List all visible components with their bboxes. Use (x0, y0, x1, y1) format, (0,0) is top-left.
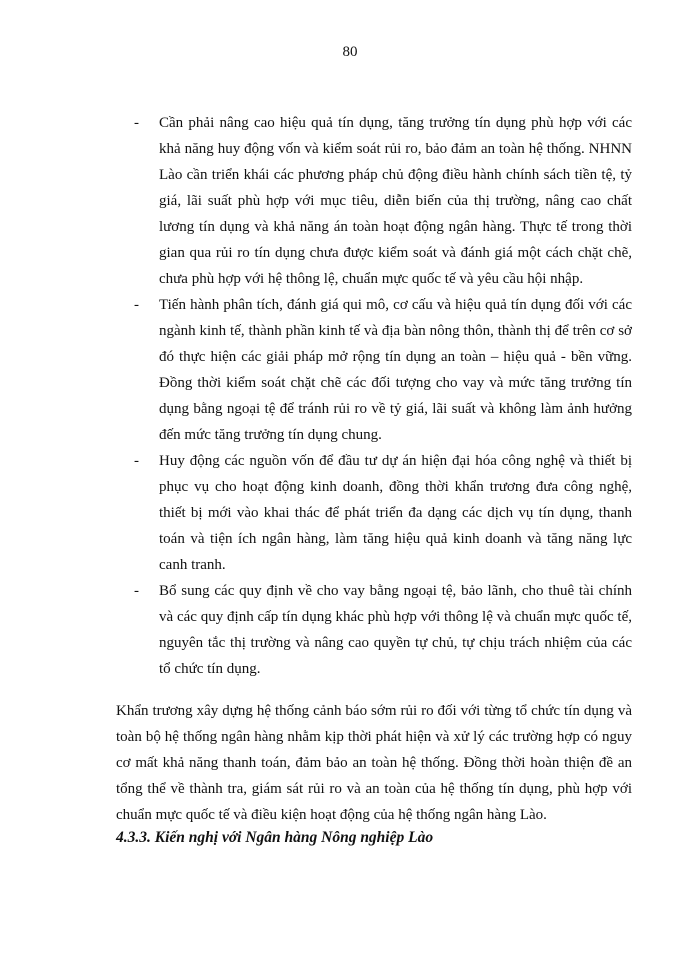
bullet-dash: - (134, 115, 139, 131)
list-item (134, 292, 632, 448)
bullet-dash: - (134, 297, 139, 313)
list-item (134, 578, 632, 682)
list-item (134, 448, 632, 578)
list-item-text: Huy động các nguồn vốn để đầu tư dự án hiện đại hóa công nghệ và thiết bị phục vụ cho hoạt động kinh doanh, đồng thời khẩn trương đưa công nghệ, thiết bị mới vào khai thác để phát triển đa dạng các dịch vụ tín dụng, thanh toán và tiện ích ngân hàng, làm tăng hiệu quả kinh doanh và tăng năng lực canh tranh. (159, 453, 632, 573)
section-heading: 4.3.3. Kiến nghị với Ngân hàng Nông nghiệp Lào (116, 829, 434, 846)
body-paragraph: Khẩn trương xây dựng hệ thống cảnh báo sớm rủi ro đối với từng tổ chức tín dụng và toàn bộ hệ thống ngân hàng nhằm kịp thời phát hiện và xử lý các trường hợp có nguy cơ mất khả năng thanh toán, đảm bảo an toàn hệ thống. Đồng thời hoàn thiện đề an tổng thể về thành tra, giám sát rủi ro và an toàn của hệ thống tín dụng, phù hợp với chuẩn mực quốc tế và điều kiện hoạt động của hệ thống ngân hàng Lào. (116, 703, 632, 823)
recommendation-list (134, 110, 632, 682)
list-item-text: Bổ sung các quy định về cho vay bằng ngoại tệ, bảo lãnh, cho thuê tài chính và các quy định cấp tín dụng khác phù hợp với thông lệ và chuẩn mực quốc tế, nguyên tắc thị trường và nâng cao quyền tự chủ, tự chịu trách nhiệm của các tổ chức tín dụng. (159, 583, 632, 677)
bullet-dash: - (134, 583, 139, 599)
list-item-text: Tiến hành phân tích, đánh giá qui mô, cơ cấu và hiệu quả tín dụng đối với các ngành kinh tế, thành phần kinh tế và địa bàn nông thôn, thành thị để trên cơ sở đó thực hiện các giải pháp mở rộng tín dụng an toàn – hiệu quả - bền vững. Đồng thời kiểm soát chặt chẽ các đối tượng cho vay và mức tăng trưởng tín dụng bằng ngoại tệ để tránh rủi ro về tỷ giá, lãi suất và không làm ảnh hưởng đến mức tăng trưởng tín dụng chung. (159, 297, 632, 443)
bullet-dash: - (134, 453, 139, 469)
page-number: 80 (342, 44, 358, 60)
list-item-text: Cần phải nâng cao hiệu quả tín dụng, tăng trưởng tín dụng phù hợp với các khả năng huy động vốn và kiểm soát rủi ro, bảo đảm an toàn hệ thống. NHNN Lào cần triển khái các phương pháp chủ động điều hành chính sách tiền tệ, tỷ giá, lãi suất phù hợp với mục tiêu, diễn biến của thị trường, nâng cao chất lương tín dụng và khả năng án toàn hoạt động ngân hàng. Thực tế trong thời gian qua rủi ro tín dụng chưa được kiểm soát và đánh giá một cách chặt chẽ, chưa phù hợp với hệ thông lệ, chuẩn mực quốc tế và yêu cầu hội nhập. (159, 115, 632, 287)
list-item (134, 110, 632, 292)
